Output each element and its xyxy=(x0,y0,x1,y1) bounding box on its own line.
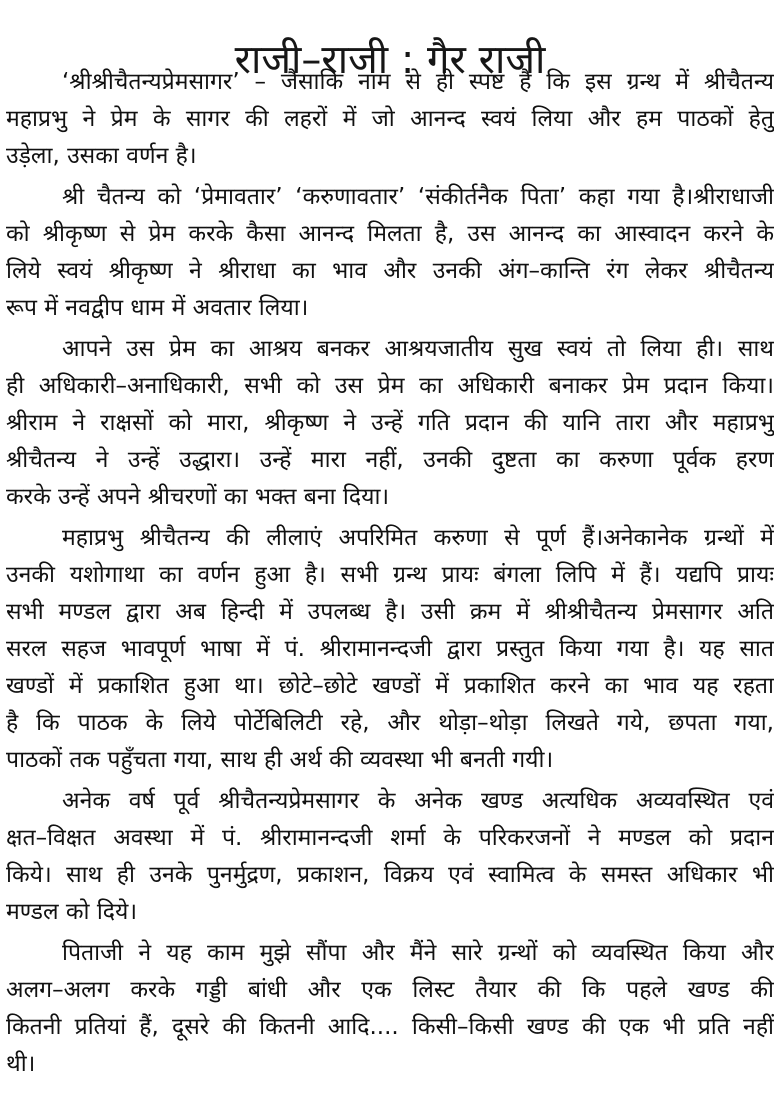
paragraph xyxy=(6,64,774,175)
text-line: है कि पाठक के लिये पोर्टेबिलिटी रहे, और थोड़ा–थोड़ा लिखते गये, छपता गया, xyxy=(6,710,774,736)
paragraph xyxy=(6,520,774,779)
text-line: श्री चैतन्य को ‘प्रेमावतार’ ‘करुणावतार’ ‘संकीर्तनैक पिता’ कहा गया है।श्रीराधाजी xyxy=(62,184,774,210)
text-line: ‘श्रीश्रीचैतन्यप्रेमसागर’ – जैसाकि नाम से ही स्पष्ट है कि इस ग्रन्थ में श्रीचैतन्य xyxy=(62,69,774,95)
document-body xyxy=(6,64,774,1087)
text-line: थी। xyxy=(6,1051,36,1077)
text-line: को श्रीकृष्ण से प्रेम करके कैसा आनन्द मिलता है, उस आनन्द का आस्वादन करने के xyxy=(6,221,774,247)
text-line: किये। साथ ही उनके पुनर्मुद्रण, प्रकाशन, विक्रय एवं स्वामित्व के समस्त अधिकार भी xyxy=(6,862,774,888)
paragraph xyxy=(6,331,774,516)
paragraph xyxy=(6,935,774,1083)
text-line: क्षत–विक्षत अवस्था में पं. श्रीरामानन्दजी शर्मा के परिकरजनों ने मण्डल को प्रदान xyxy=(6,825,774,851)
text-line: रूप में नवद्वीप धाम में अवतार लिया। xyxy=(6,295,309,321)
text-line: मण्डल को दिये। xyxy=(6,899,138,925)
text-line: महाप्रभु ने प्रेम के सागर की लहरों में जो आनन्द स्वयं लिया और हम पाठकों हेतु xyxy=(6,106,774,132)
text-line: पिताजी ने यह काम मुझे सौंपा और मैंने सारे ग्रन्थों को व्यवस्थित किया और xyxy=(62,940,774,966)
text-line: उनकी यशोगाथा का वर्णन हुआ है। सभी ग्रन्थ प्रायः बंगला लिपि में हैं। यद्यपि प्रायः xyxy=(6,562,774,588)
text-line: खण्डों में प्रकाशित हुआ था। छोटे–छोटे खण्डों में प्रकाशित करने का भाव यह रहता xyxy=(6,673,774,699)
text-line: पाठकों तक पहुँचता गया, साथ ही अर्थ की व्यवस्था भी बनती गयी। xyxy=(6,747,554,773)
text-line: श्रीराम ने राक्षसों को मारा, श्रीकृष्ण ने उन्हें गति प्रदान की यानि तारा और महाप्रभु xyxy=(6,410,774,436)
text-line: श्रीचैतन्य ने उन्हें उद्धारा। उन्हें मारा नहीं, उनकी दुष्टता का करुणा पूर्वक हरण xyxy=(6,447,774,473)
text-line: करके उन्हें अपने श्रीचरणों का भक्त बना दिया। xyxy=(6,484,390,510)
text-line: महाप्रभु श्रीचैतन्य की लीलाएं अपरिमित करुणा से पूर्ण हैं।अनेकानेक ग्रन्थों में xyxy=(62,525,774,551)
text-line: कितनी प्रतियां हैं, दूसरे की कितनी आदि.... किसी–किसी खण्ड की एक भी प्रति नहीं xyxy=(6,1014,774,1040)
paragraph xyxy=(6,179,774,327)
text-line: अनेक वर्ष पूर्व श्रीचैतन्यप्रेमसागर के अनेक खण्ड अत्यधिक अव्यवस्थित एवं xyxy=(62,788,774,814)
text-line: लिये स्वयं श्रीकृष्ण ने श्रीराधा का भाव और उनकी अंग–कान्ति रंग लेकर श्रीचैतन्य xyxy=(6,258,774,284)
page-title: राजी–राजी : गैर राजी xyxy=(234,36,546,83)
text-line: सभी मण्डल द्वारा अब हिन्दी में उपलब्ध है। उसी क्रम में श्रीश्रीचैतन्य प्रेमसागर अति xyxy=(6,599,774,625)
text-line: ही अधिकारी–अनाधिकारी, सभी को उस प्रेम का अधिकारी बनाकर प्रेम प्रदान किया। xyxy=(6,373,774,399)
paragraph xyxy=(6,783,774,931)
text-line: उड़ेला, उसका वर्णन है। xyxy=(6,143,197,169)
text-line: अलग–अलग करके गड्डी बांधी और एक लिस्ट तैयार की कि पहले खण्ड की xyxy=(6,977,774,1003)
text-line: आपने उस प्रेम का आश्रय बनकर आश्रयजातीय सुख स्वयं तो लिया ही। साथ xyxy=(62,336,774,362)
text-line: सरल सहज भावपूर्ण भाषा में पं. श्रीरामानन्दजी द्वारा प्रस्तुत किया गया है। यह सात xyxy=(6,636,774,662)
